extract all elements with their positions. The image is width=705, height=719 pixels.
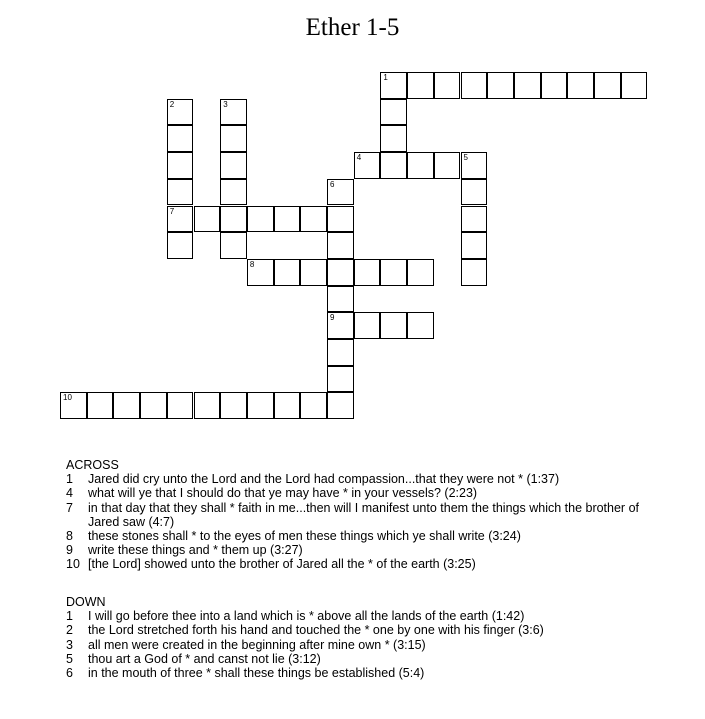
grid-cell[interactable] <box>434 152 461 179</box>
clue-index: 8 <box>66 529 73 544</box>
clue-number: 9 <box>330 313 335 323</box>
down-clue <box>66 623 666 637</box>
clue-text: in the mouth of three * shall these things be established (5:4) <box>88 666 425 681</box>
clue-index: 5 <box>66 651 73 666</box>
grid-cell[interactable] <box>461 72 488 99</box>
grid-cell[interactable] <box>407 259 434 286</box>
across-clue <box>66 543 666 557</box>
grid-cell[interactable] <box>327 366 354 393</box>
clue-text: I will go before thee into a land which is * above all the lands of the earth (1:42) <box>88 609 525 624</box>
grid-cell[interactable] <box>541 72 568 99</box>
down-clues <box>66 595 666 680</box>
grid-cell[interactable] <box>327 179 354 206</box>
grid-cell[interactable] <box>60 392 87 419</box>
grid-cell[interactable] <box>113 392 140 419</box>
grid-cell[interactable] <box>354 312 381 339</box>
clue-index: 6 <box>66 666 73 681</box>
grid-cell[interactable] <box>300 392 327 419</box>
grid-cell[interactable] <box>461 152 488 179</box>
puzzle-title: Ether 1-5 <box>305 14 400 41</box>
grid-cell[interactable] <box>327 206 354 233</box>
down-heading: DOWN <box>66 595 106 609</box>
down-clue <box>66 609 666 623</box>
down-clue <box>66 652 666 666</box>
grid-cell[interactable] <box>461 232 488 259</box>
clue-text: all men were created in the beginning after mine own * (3:15) <box>88 637 426 652</box>
grid-cell[interactable] <box>220 99 247 126</box>
clue-number: 1 <box>383 73 388 82</box>
grid-cell[interactable] <box>407 72 434 99</box>
across-clue <box>66 501 666 529</box>
grid-cell[interactable] <box>354 152 381 179</box>
clue-number: 4 <box>356 153 362 163</box>
grid-cell[interactable] <box>327 259 354 286</box>
grid-cell[interactable] <box>274 206 301 233</box>
grid-cell[interactable] <box>380 125 407 152</box>
across-clue <box>66 486 666 500</box>
grid-cell[interactable] <box>354 259 381 286</box>
across-clue <box>66 472 666 486</box>
grid-cell[interactable] <box>407 152 434 179</box>
grid-cell[interactable] <box>380 99 407 126</box>
grid-cell[interactable] <box>514 72 541 99</box>
down-clue <box>66 638 666 652</box>
clue-text: what will ye that I should do that ye may have * in your vessels? (2:23) <box>88 486 478 501</box>
across-clue <box>66 557 666 571</box>
down-clue-list <box>66 609 666 680</box>
clue-text: these stones shall * to the eyes of men these things which ye shall write (3:24) <box>88 529 521 544</box>
clue-number: 5 <box>463 153 468 163</box>
grid-cell[interactable] <box>621 72 648 99</box>
grid-cell[interactable] <box>247 206 274 233</box>
clue-number: 3 <box>223 99 228 109</box>
grid-cell[interactable] <box>220 152 247 179</box>
grid-cell[interactable] <box>220 232 247 259</box>
clue-index: 10 <box>66 557 80 572</box>
clue-text: in that day that they shall * faith in me...then will I manifest unto them the things which the brother of Jared saw (4:7) <box>88 500 639 529</box>
grid-cell[interactable] <box>407 312 434 339</box>
grid-cell[interactable] <box>220 179 247 206</box>
grid-cell[interactable] <box>167 125 194 152</box>
grid-cell[interactable] <box>461 179 488 206</box>
grid-cell[interactable] <box>167 392 194 419</box>
clue-text: Jared did cry unto the Lord and the Lord had compassion...that they were not * (1:37) <box>88 472 560 487</box>
across-clue <box>66 529 666 543</box>
clue-index: 4 <box>66 486 73 501</box>
clue-text: the Lord stretched forth his hand and touched the * one by one with his finger (3:6) <box>88 623 544 638</box>
clue-index: 1 <box>66 609 73 624</box>
grid-cell[interactable] <box>220 125 247 152</box>
grid-cell[interactable] <box>461 206 488 233</box>
grid-cell[interactable] <box>167 152 194 179</box>
grid-cell[interactable] <box>167 99 194 126</box>
clue-index: 7 <box>66 500 73 515</box>
clue-number: 8 <box>249 259 255 269</box>
grid-cell[interactable] <box>327 339 354 366</box>
grid-cell[interactable] <box>247 392 274 419</box>
clue-number: 10 <box>63 393 72 403</box>
grid-cell[interactable] <box>461 259 488 286</box>
clue-index: 9 <box>66 543 73 558</box>
clue-number: 2 <box>169 99 175 109</box>
across-clue-list <box>66 472 666 571</box>
grid-cell[interactable] <box>300 206 327 233</box>
grid-cell[interactable] <box>194 392 221 419</box>
grid-cell[interactable] <box>87 392 114 419</box>
grid-cell[interactable] <box>140 392 167 419</box>
clue-text: [the Lord] showed unto the brother of Jared all the * of the earth (3:25) <box>88 557 476 572</box>
grid-cell[interactable] <box>274 392 301 419</box>
clue-index: 1 <box>66 472 73 487</box>
clue-index: 3 <box>66 637 73 652</box>
across-heading: ACROSS <box>66 458 119 472</box>
clue-number: 7 <box>169 206 175 216</box>
grid-cell[interactable] <box>247 259 274 286</box>
grid-cell[interactable] <box>327 312 354 339</box>
grid-cell[interactable] <box>194 206 221 233</box>
clue-text: thou art a God of * and canst not lie (3:12) <box>88 651 321 666</box>
clue-index: 2 <box>66 623 73 638</box>
grid-cell[interactable] <box>167 232 194 259</box>
grid-cell[interactable] <box>167 179 194 206</box>
grid-cell[interactable] <box>434 72 461 99</box>
grid-cell[interactable] <box>327 286 354 313</box>
grid-cell[interactable] <box>274 259 301 286</box>
grid-cell[interactable] <box>594 72 621 99</box>
clue-number: 6 <box>330 179 335 189</box>
grid-cell[interactable] <box>220 206 247 233</box>
clue-text: write these things and * them up (3:27) <box>88 543 303 558</box>
grid-cell[interactable] <box>167 206 194 233</box>
grid-cell[interactable] <box>220 392 247 419</box>
grid-cell[interactable] <box>327 392 354 419</box>
grid-cell[interactable] <box>300 259 327 286</box>
grid-cell[interactable] <box>327 232 354 259</box>
grid-cell[interactable] <box>380 259 407 286</box>
across-clues <box>66 458 666 572</box>
grid-cell[interactable] <box>567 72 594 99</box>
down-clue <box>66 666 666 680</box>
grid-cell[interactable] <box>380 72 407 99</box>
grid-cell[interactable] <box>380 312 407 339</box>
grid-cell[interactable] <box>380 152 407 179</box>
grid-cell[interactable] <box>487 72 514 99</box>
